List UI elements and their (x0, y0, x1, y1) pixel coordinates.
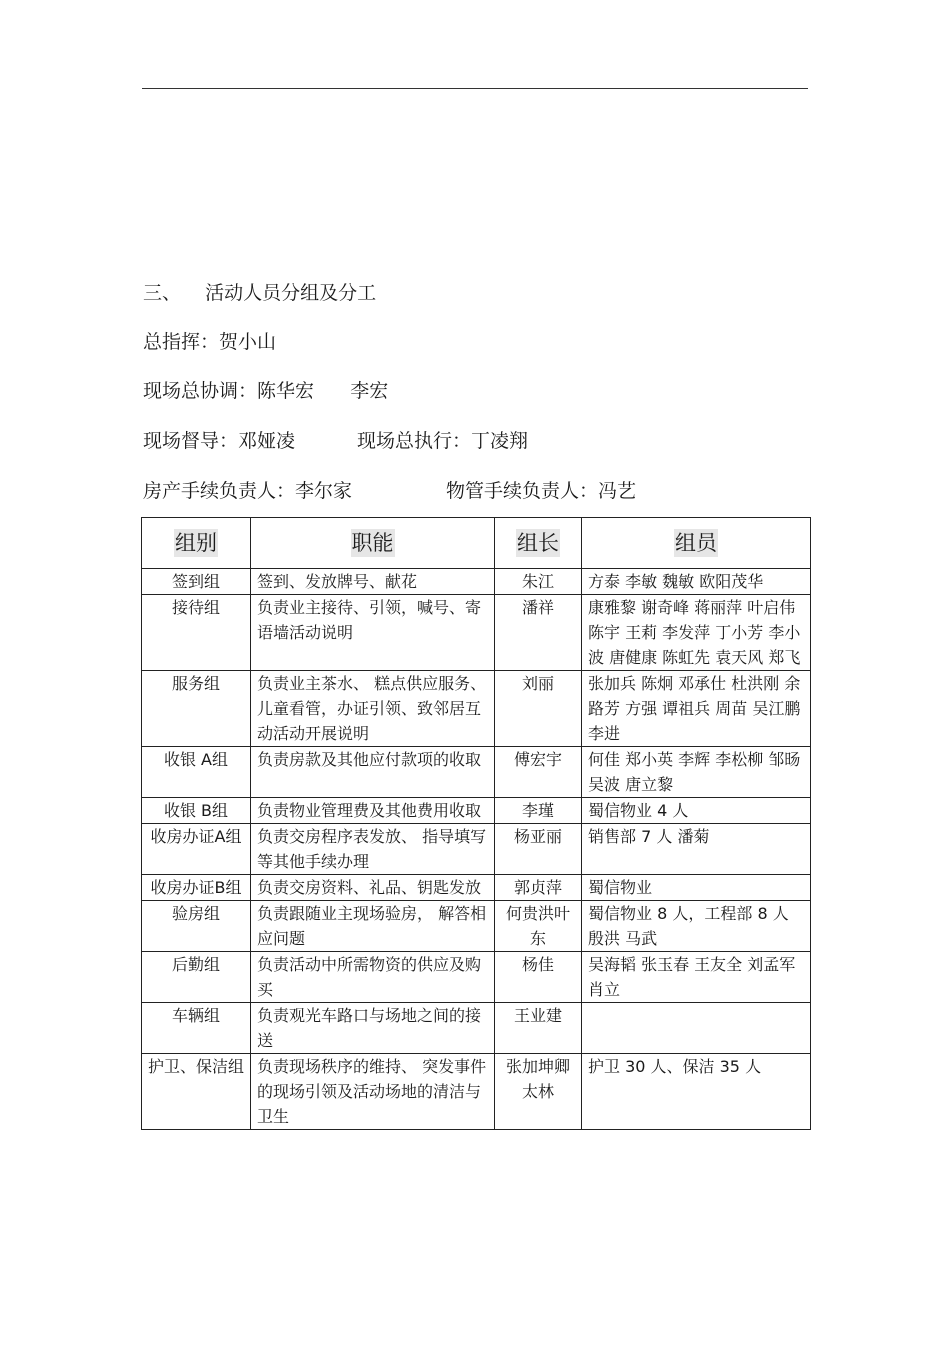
header-members: 组员 (582, 518, 811, 569)
cell-group: 车辆组 (142, 1003, 251, 1054)
cell-duty: 负责业主茶水、 糕点供应服务、儿童看管，办证引领、致邻居互动活动开展说明 (251, 671, 495, 747)
table-row (142, 824, 811, 875)
table-row (142, 798, 811, 824)
header-rule (142, 88, 808, 89)
cell-duty: 负责现场秩序的维持、 突发事件的现场引领及活动场地的清洁与卫生 (251, 1054, 495, 1130)
cell-members: 蜀信物业 8 人，工程部 8 人 殷洪 马武 (582, 901, 811, 952)
cell-leader: 傅宏宇 (495, 747, 582, 798)
table-row (142, 595, 811, 671)
table-row (142, 747, 811, 798)
table-row (142, 1054, 811, 1130)
cell-leader: 李瑾 (495, 798, 582, 824)
table-row (142, 671, 811, 747)
header-group: 组别 (142, 518, 251, 569)
cell-duty: 负责物业管理费及其他费用收取 (251, 798, 495, 824)
cell-group: 护卫、保洁组 (142, 1054, 251, 1130)
table-row (142, 569, 811, 595)
cell-leader: 何贵洪叶东 (495, 901, 582, 952)
cell-members (582, 1003, 811, 1054)
header-leader: 组长 (495, 518, 582, 569)
cell-members: 何佳 郑小英 李辉 李松柳 邹旸 吴波 唐立黎 (582, 747, 811, 798)
cell-group: 服务组 (142, 671, 251, 747)
cell-duty: 负责业主接待、引领，喊号、寄语墙活动说明 (251, 595, 495, 671)
cell-duty: 负责活动中所需物资的供应及购买 (251, 952, 495, 1003)
header-duty: 职能 (251, 518, 495, 569)
cell-leader: 王业建 (495, 1003, 582, 1054)
cell-duty: 负责观光车路口与场地之间的接送 (251, 1003, 495, 1054)
cell-leader: 杨佳 (495, 952, 582, 1003)
cell-members: 张加兵 陈炯 邓承仕 杜洪刚 余路芳 方强 谭祖兵 周苗 吴江鹏 李进 (582, 671, 811, 747)
cell-group: 收银 A组 (142, 747, 251, 798)
table-row (142, 1003, 811, 1054)
cell-duty: 签到、发放牌号、献花 (251, 569, 495, 595)
cell-members: 护卫 30 人、保洁 35 人 (582, 1054, 811, 1130)
cell-duty: 负责交房资料、礼品、钥匙发放 (251, 875, 495, 901)
commander-line: 总指挥：贺小山 (143, 331, 277, 353)
staff-assignment-table (141, 517, 811, 1130)
cell-group: 收房办证B组 (142, 875, 251, 901)
cell-members: 方泰 李敏 魏敏 欧阳茂华 (582, 569, 811, 595)
table-header-row (142, 518, 811, 569)
cell-group: 验房组 (142, 901, 251, 952)
coordinator-line: 现场总协调：陈华宏 李宏 (143, 380, 389, 402)
cell-leader: 郭贞萍 (495, 875, 582, 901)
cell-leader: 刘丽 (495, 671, 582, 747)
cell-members: 康雅黎 谢奇峰 蒋丽萍 叶启伟 陈宇 王莉 李发萍 丁小芳 李小波 唐健康 陈虹先 袁天风 郑飞 (582, 595, 811, 671)
cell-members: 销售部 7 人 潘菊 (582, 824, 811, 875)
cell-group: 签到组 (142, 569, 251, 595)
cell-group: 收银 B组 (142, 798, 251, 824)
section-heading: 三、 活动人员分组及分工 (143, 282, 377, 304)
cell-leader: 杨亚丽 (495, 824, 582, 875)
cell-leader: 张加坤卿太林 (495, 1054, 582, 1130)
cell-leader: 潘祥 (495, 595, 582, 671)
cell-duty: 负责跟随业主现场验房， 解答相应问题 (251, 901, 495, 952)
cell-members: 蜀信物业 (582, 875, 811, 901)
cell-leader: 朱江 (495, 569, 582, 595)
table-row (142, 952, 811, 1003)
cell-group: 后勤组 (142, 952, 251, 1003)
handover-leads-line: 房产手续负责人：李尔家 物管手续负责人：冯艺 (143, 480, 637, 502)
cell-duty: 负责交房程序表发放、 指导填写等其他手续办理 (251, 824, 495, 875)
table-row (142, 875, 811, 901)
cell-members: 吴海韬 张玉春 王友全 刘孟军 肖立 (582, 952, 811, 1003)
cell-members: 蜀信物业 4 人 (582, 798, 811, 824)
table-row (142, 901, 811, 952)
cell-duty: 负责房款及其他应付款项的收取 (251, 747, 495, 798)
supervisor-line: 现场督导：邓娅凌 现场总执行：丁凌翔 (143, 430, 529, 452)
cell-group: 收房办证A组 (142, 824, 251, 875)
cell-group: 接待组 (142, 595, 251, 671)
